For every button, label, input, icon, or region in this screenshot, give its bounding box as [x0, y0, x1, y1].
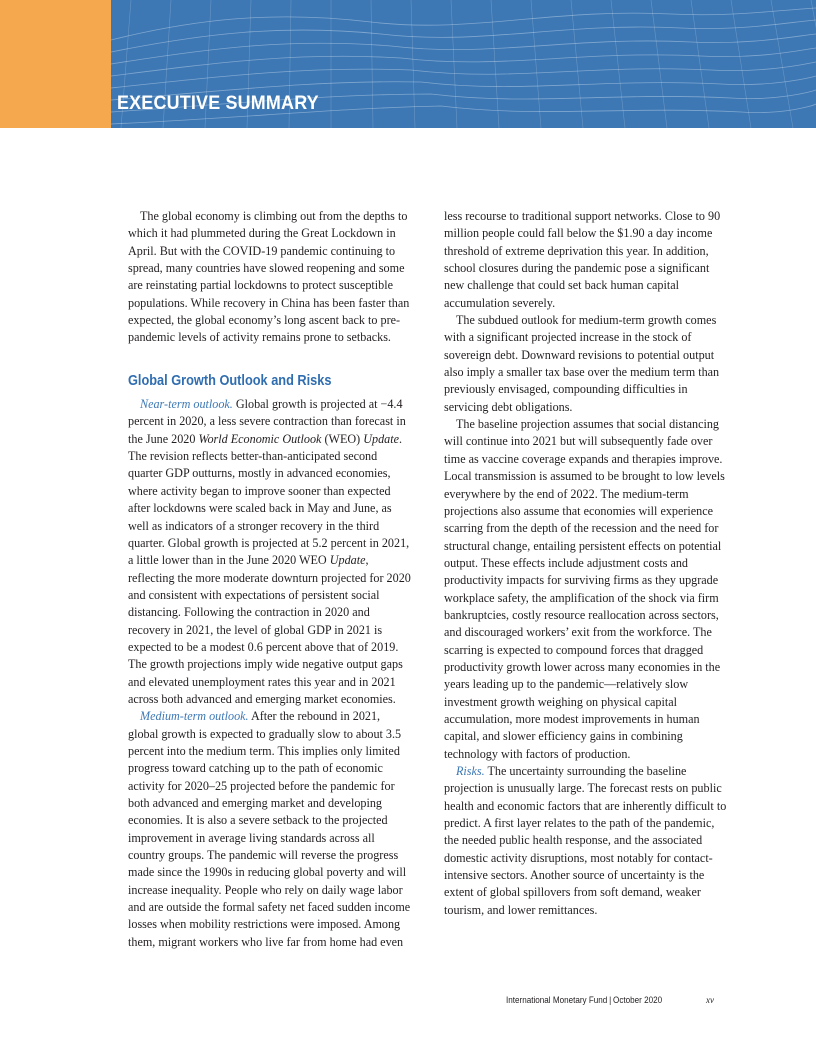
near-term-label: Near-term outlook. [140, 397, 233, 412]
header-banner [0, 0, 816, 128]
subdued-paragraph: The subdued outlook for medium-term growth comes with a significant projected increase in the stock of sovereign debt. Downward revisions to potential output also imply a smaller tax base over the medium term than previously envisaged, compounding difficulties in servicing debt obligations. [444, 313, 720, 414]
left-column [128, 208, 412, 951]
near-term-text-2: (WEO) [321, 431, 364, 446]
risks-paragraph [444, 763, 728, 919]
near-term-text-3: . The revision reflects better-than-anticipated second quarter GDP outturns, mostly in advanced economies, where activity began to improve sooner than expected after lockdowns were scaled back in May and June, as well as indicators of a stronger recovery in the third quarter. Global growth is projected at 5.2 percent in 2021, a little lower than in the June 2020 WEO [128, 431, 410, 568]
medium-term-text: After the rebound in 2021, global growth is expected to gradually slow to about 3.5 percent into the medium term. This implies only limited progress toward catching up to the path of economic activity for 2020–25 projected before the pandemic for both advanced and emerging market and developing economies. It is also a severe setback to the projected improvement in average living standards across all country groups. The pandemic will reverse the progress made since the 1990s in reducing global poverty and will increase inequality. People who rely on daily wage labor and are outside the formal safety net faced sudden income losses when mobility restrictions were imposed. Among them, migrant workers who live far from home had even [128, 709, 411, 949]
risks-label: Risks. [456, 764, 485, 778]
near-term-text-1: Global growth is projected at −4.4 percent in 2020, a less severe contraction than forecast in the June 2020 [128, 397, 406, 446]
footer-source [506, 995, 662, 1005]
footer-date: October 2020 [613, 995, 663, 1005]
footer-publisher: International Monetary Fund [506, 995, 608, 1005]
baseline-paragraph: The baseline projection assumes that social distancing will continue into 2021 but will subsequently fade over time as vaccine coverage expands and therapies improve. Local transmission is assumed to be brought to low levels everywhere by the end of 2022. The medium-term projections also assume that economies will experience scarring from the depth of the recession and the need for structural change, entailing persistent effects on potential output. These effects include adjustment costs and productivity impacts for surviving firms as they upgrade workplace safety, the amplification of the shock via firm bankruptcies, costly resource reallocation across sectors, and discouraged workers’ exit from the workforce. The scarring is expected to compound forces that dragged productivity growth lower across many economies in the years leading up to the pandemic—relatively slow investment growth weighing on physical capital accumulation, more modest improvements in human capital, and slower efficiency gains in combining technology with factors of production. [444, 417, 725, 761]
near-term-italic-3: Update [329, 553, 366, 568]
footer-separator: | [609, 995, 612, 1005]
medium-term-label: Medium-term outlook. [140, 709, 249, 724]
near-term-italic-2: Update [363, 431, 400, 446]
near-term-text-4: , reflecting the more moderate downturn projected for 2020 and consistent with expectations of persistent social distancing. Following the contraction in 2020 and recovery in 2021, the level of global GDP in 2021 is expected to be a modest 0.6 percent above that of 2019. The growth projections imply wide negative output gaps and elevated unemployment rates this year and in 2021 across both advanced and emerging market economies. [128, 553, 411, 706]
medium-term-paragraph [128, 708, 412, 951]
near-term-paragraph [128, 396, 412, 708]
risks-text: The uncertainty surrounding the baseline projection is unusually large. The forecast rests on public health and economic factors that are inherently difficult to predict. A first layer relates to the path of the pandemic, the needed public health response, and the associated domestic activity disruptions, most notably for contact-intensive sectors. Another source of uncertainty is the extent of global spillovers from soft demand, weaker tourism, and lower remittances. [444, 764, 727, 917]
page-title: EXECUTIVE SUMMARY [117, 92, 319, 114]
banner-orange-block [0, 0, 111, 128]
page-footer [0, 995, 816, 1009]
medium-term-continued: less recourse to traditional support networks. Close to 90 million people could fall below the $1.90 a day income threshold of extreme deprivation this year. In addition, school closures during the pandemic pose a significant new challenge that could set back human capital accumulation severely. [444, 209, 721, 310]
page-number: xv [706, 995, 714, 1005]
intro-paragraph: The global economy is climbing out from the depths to which it had plummeted during the Great Lockdown in April. But with the COVID-19 pandemic continuing to spread, many countries have slowed reopening and some are reinstating partial lockdowns to protect susceptible populations. While recovery in China has been faster than expected, the global economy’s long ascent back to pre-pandemic levels of activity remains prone to setbacks. [128, 209, 410, 345]
section-heading: Global Growth Outlook and Risks [128, 372, 332, 389]
near-term-italic-1: World Economic Outlook [198, 431, 322, 446]
right-column [444, 208, 728, 919]
